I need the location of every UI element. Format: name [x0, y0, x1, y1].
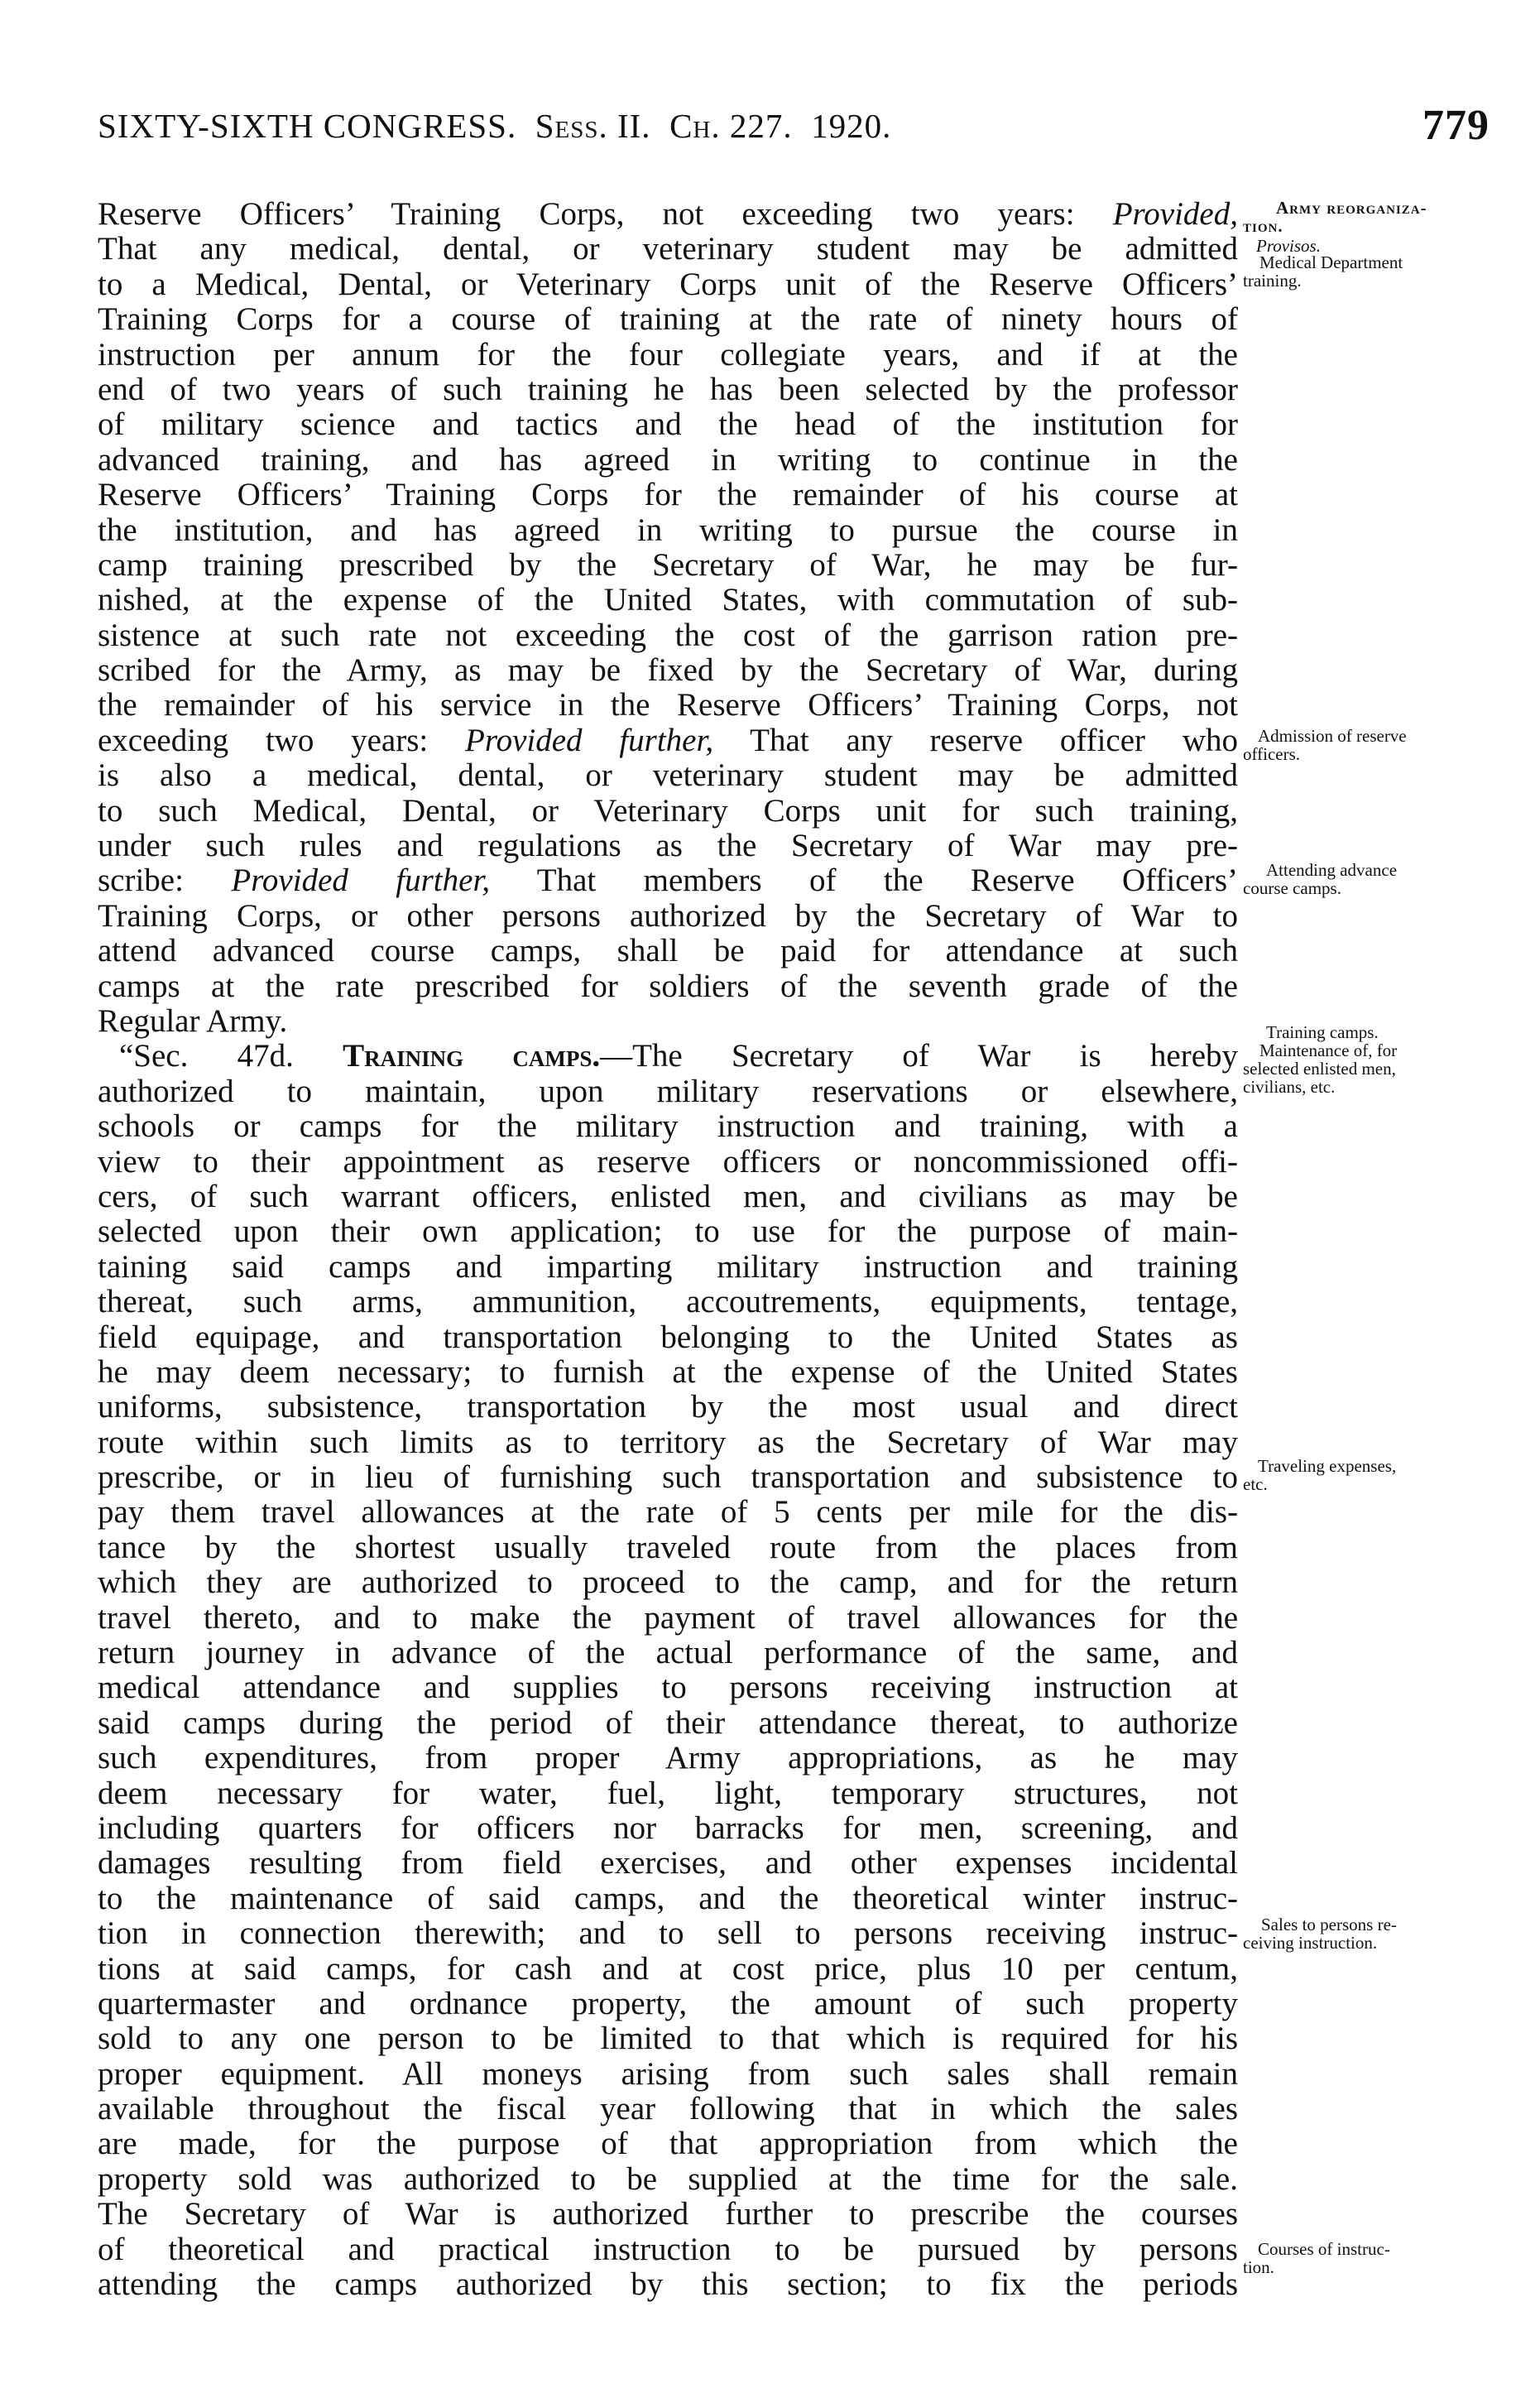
text-line [98, 1565, 1238, 1600]
text-line [98, 1180, 1238, 1214]
text-segment: are made, for the purpose of that appropriation from which the [98, 2126, 1238, 2162]
text-segment: Reserve Officers’ Training Corps for the remainder of his course at [98, 477, 1238, 513]
text-line [98, 1916, 1238, 1951]
text-segment: medical attendance and supplies to persons receiving instruction at [98, 1670, 1238, 1706]
text-segment: route within such limits as to territory as the Secretary of War may [98, 1424, 1238, 1460]
text-line [98, 723, 1238, 758]
text-line [98, 1706, 1238, 1741]
text-line [98, 267, 1238, 302]
text-line [98, 1425, 1238, 1460]
text-segment: of military science and tactics and the head of the institution for [98, 406, 1238, 443]
margin-note-attending [1243, 861, 1491, 897]
text-line [98, 548, 1238, 583]
running-head-congress: SIXTY-SIXTH CONGRESS. [98, 107, 517, 145]
text-segment: uniforms, subsistence, transportation by the most usual and direct [98, 1389, 1238, 1425]
text-line [98, 1495, 1238, 1530]
text-segment: sistence at such rate not exceeding the cost of the garrison ration pre- [98, 617, 1238, 653]
text-segment: to such Medical, Dental, or Veterinary Corps unit for such training, [98, 792, 1238, 829]
text-line [98, 1250, 1238, 1285]
text-segment: thereat, such arms, ammunition, accoutrements, equipments, tentage, [98, 1284, 1238, 1320]
text-segment: he may deem necessary; to furnish at the expense of the United States [98, 1353, 1238, 1390]
text-line [98, 1214, 1238, 1249]
text-line [98, 1109, 1238, 1144]
margin-note-line: tion. [1243, 2257, 1274, 2277]
text-segment: exceeding two years: [98, 722, 466, 758]
text-line [98, 969, 1238, 1004]
text-segment: sold to any one person to be limited to that which is required for his [98, 2021, 1238, 2057]
text-segment: damages resulting from field exercises, and other expenses incidental [98, 1845, 1238, 1881]
text-line [98, 407, 1238, 442]
running-header [98, 102, 1490, 172]
text-line [98, 1881, 1238, 1916]
text-line [98, 372, 1238, 407]
text-line [98, 1531, 1238, 1565]
margin-note-line: Army reorganiza- [1276, 198, 1427, 218]
text-segment: is also a medical, dental, or veterinary student may be admitted [98, 757, 1238, 794]
margin-note-line: Traveling expenses, [1258, 1456, 1397, 1476]
section-heading: Training camps. [343, 1038, 601, 1074]
text-line [98, 1846, 1238, 1881]
text-line [98, 2021, 1238, 2056]
text-segment: to the maintenance of said camps, and the theoretical winter instruc- [98, 1880, 1238, 1916]
text-segment: tion in connection therewith; and to sell to persons receiving instruc- [98, 1915, 1238, 1952]
text-segment: Training Corps, or other persons authorized by the Secretary of War to [98, 897, 1238, 934]
text-line [98, 2267, 1238, 2302]
text-segment: instruction per annum for the four collegiate years, and if at the [98, 336, 1238, 372]
text-line [98, 1355, 1238, 1390]
margin-note-courses [1243, 2240, 1491, 2276]
text-line [98, 794, 1238, 829]
margin-note-line: training. [1243, 271, 1302, 291]
page-number: 779 [1422, 102, 1490, 149]
text-line [98, 1074, 1238, 1109]
text-line [98, 618, 1238, 653]
text-line [98, 653, 1238, 688]
text-segment: camps at the rate prescribed for soldiers of the seventh grade of the [98, 968, 1238, 1004]
margin-note-line: etc. [1243, 1474, 1268, 1494]
text-segment: view to their appointment as reserve officers or noncommissioned offi- [98, 1143, 1238, 1180]
text-line [98, 1670, 1238, 1705]
margin-note-line: Maintenance of, for [1259, 1040, 1398, 1060]
text-segment: of theoretical and practical instruction to be pursued by persons [98, 2231, 1238, 2267]
text-line [98, 899, 1238, 934]
text-segment: the institution, and has agreed in writing to pursue the course in [98, 512, 1238, 548]
text-line [98, 1987, 1238, 2021]
text-segment: taining said camps and imparting military instruction and training [98, 1248, 1238, 1285]
margin-note-line: Courses of instruc- [1258, 2239, 1390, 2259]
margin-note-medical-department [1243, 253, 1491, 290]
text-segment: said camps during the period of their attendance thereat, to authorize [98, 1704, 1238, 1741]
text-line [98, 758, 1238, 793]
text-line [98, 232, 1238, 267]
text-segment: proper equipment. All moneys arising from such sales shall remain [98, 2055, 1238, 2092]
text-segment: such expenditures, from proper Army appropriations, as he may [98, 1740, 1238, 1776]
text-segment: quartermaster and ordnance property, the amount of such property [98, 1985, 1238, 2021]
margin-note-line: officers. [1243, 744, 1300, 764]
text-line [98, 2232, 1238, 2267]
text-segment: That any reserve officer who [713, 722, 1238, 758]
text-line [98, 1776, 1238, 1811]
text-line [98, 1811, 1238, 1846]
text-segment: That members of the Reserve Officers’ [490, 863, 1238, 899]
text-line [98, 513, 1238, 548]
text-line [98, 1004, 1238, 1039]
text-segment: selected upon their own application; to use for the purpose of main- [98, 1213, 1238, 1250]
text-segment: tance by the shortest usually traveled route from the places from [98, 1529, 1238, 1565]
text-segment: property sold was authorized to be supplied at the time for the sale. [98, 2160, 1238, 2197]
text-segment: attend advanced course camps, shall be paid for attendance at such [98, 933, 1238, 969]
text-line [98, 688, 1238, 723]
text-line [98, 443, 1238, 478]
text-segment: prescribe, or in lieu of furnishing such transportation and subsistence to [98, 1459, 1238, 1496]
margin-note-training-camps [1243, 1023, 1491, 1096]
text-line [98, 302, 1238, 337]
text-line [98, 2197, 1238, 2232]
text-segment: advanced training, and has agreed in writing to continue in the [98, 441, 1238, 478]
text-segment: That any medical, dental, or veterinary student may be admitted [98, 231, 1238, 267]
margin-note-line: course camps. [1243, 878, 1341, 898]
running-head-year: 1920. [811, 107, 892, 145]
running-head [98, 106, 891, 146]
margin-note-admission [1243, 727, 1491, 763]
text-segment: Training Corps for a course of training at the rate of ninety hours of [98, 301, 1238, 338]
proviso-italic: Provided further, [231, 863, 491, 899]
text-segment: under such rules and regulations as the Secretary of War may pre- [98, 828, 1238, 864]
text-line [98, 197, 1238, 232]
margin-note-line: tion. [1243, 216, 1283, 236]
text-line [98, 1390, 1238, 1425]
text-segment: scribe: [98, 863, 232, 899]
margin-note-line: civilians, etc. [1243, 1077, 1336, 1097]
text-segment: including quarters for officers nor barracks for men, screening, and [98, 1809, 1238, 1846]
margin-note-line: Training camps. [1266, 1022, 1379, 1042]
running-head-chapter: Ch. 227. [669, 107, 793, 145]
text-line [98, 934, 1238, 968]
text-line [98, 863, 1238, 898]
margin-note-traveling-expenses [1243, 1457, 1491, 1493]
text-segment: the remainder of his service in the Reserve Officers’ Training Corps, not [98, 687, 1238, 723]
text-line [98, 829, 1238, 863]
text-line [98, 1320, 1238, 1355]
margin-note-line: Sales to persons re- [1261, 1915, 1397, 1934]
text-segment: field equipage, and transportation belonging to the United States as [98, 1319, 1238, 1355]
text-segment: tions at said camps, for cash and at cost price, plus 10 per centum, [98, 1950, 1238, 1987]
text-segment: to a Medical, Dental, or Veterinary Corps unit of the Reserve Officers’ [98, 266, 1238, 302]
text-segment: Reserve Officers’ Training Corps, not exceeding two years: [98, 196, 1113, 232]
text-segment: The Secretary of War is authorized further to prescribe the courses [98, 2196, 1238, 2232]
text-line [98, 2162, 1238, 2197]
margin-note-sales [1243, 1915, 1491, 1952]
margin-note-army-reorganization [1243, 199, 1491, 235]
text-line [98, 1636, 1238, 1670]
text-segment: Regular Army. [98, 1002, 288, 1039]
text-segment: deem necessary for water, fuel, light, temporary structures, not [98, 1775, 1238, 1811]
proviso-italic: Provided further, [465, 722, 714, 758]
margin-note-line: ceiving instruction. [1243, 1933, 1378, 1953]
text-segment: “Sec. 47d. [119, 1038, 343, 1074]
text-line [98, 1145, 1238, 1180]
text-line [98, 2057, 1238, 2092]
text-segment: attending the camps authorized by this section; to fix the periods [98, 2266, 1238, 2303]
text-segment: cers, of such warrant officers, enlisted men, and civilians as may be [98, 1178, 1238, 1214]
text-segment: end of two years of such training he has been selected by the professor [98, 371, 1238, 407]
running-head-session: Sess. II. [535, 107, 651, 145]
text-line [98, 583, 1238, 618]
margin-note-line: selected enlisted men, [1243, 1059, 1396, 1079]
text-segment: available throughout the fiscal year following that in which the sales [98, 2091, 1238, 2127]
text-segment: schools or camps for the military instruction and training, with a [98, 1108, 1238, 1145]
margin-note-line: Attending advance [1266, 860, 1398, 880]
text-line [98, 1460, 1238, 1495]
text-segment: nished, at the expense of the United States, with commutation of sub- [98, 582, 1238, 618]
text-line [98, 1741, 1238, 1776]
text-segment: authorized to maintain, upon military reservations or elsewhere, [98, 1073, 1238, 1109]
margin-note-line: Medical Department [1259, 252, 1403, 272]
proviso-italic: Provided, [1112, 196, 1238, 232]
text-line [98, 2126, 1238, 2161]
text-line [98, 2092, 1238, 2126]
statute-body-text [98, 197, 1238, 2302]
text-segment: pay them travel allowances at the rate of 5 cents per mile for the dis- [98, 1494, 1238, 1531]
text-line [98, 1285, 1238, 1319]
margin-note-line: Admission of reserve [1258, 726, 1407, 746]
text-segment: scribed for the Army, as may be fixed by the Secretary of War, during [98, 652, 1238, 689]
text-line [98, 1601, 1238, 1636]
text-segment: return journey in advance of the actual performance of the same, and [98, 1635, 1238, 1671]
text-line [98, 338, 1238, 372]
text-line [98, 1952, 1238, 1987]
text-segment: camp training prescribed by the Secretary of War, he may be fur- [98, 546, 1238, 583]
text-line [98, 1039, 1238, 1074]
text-line [98, 478, 1238, 512]
margin-note-line: Provisos. [1256, 236, 1321, 256]
text-segment: travel thereto, and to make the payment of travel allowances for the [98, 1599, 1238, 1636]
text-segment: which they are authorized to proceed to the camp, and for the return [98, 1564, 1238, 1601]
text-segment: —The Secretary of War is hereby [600, 1038, 1239, 1074]
